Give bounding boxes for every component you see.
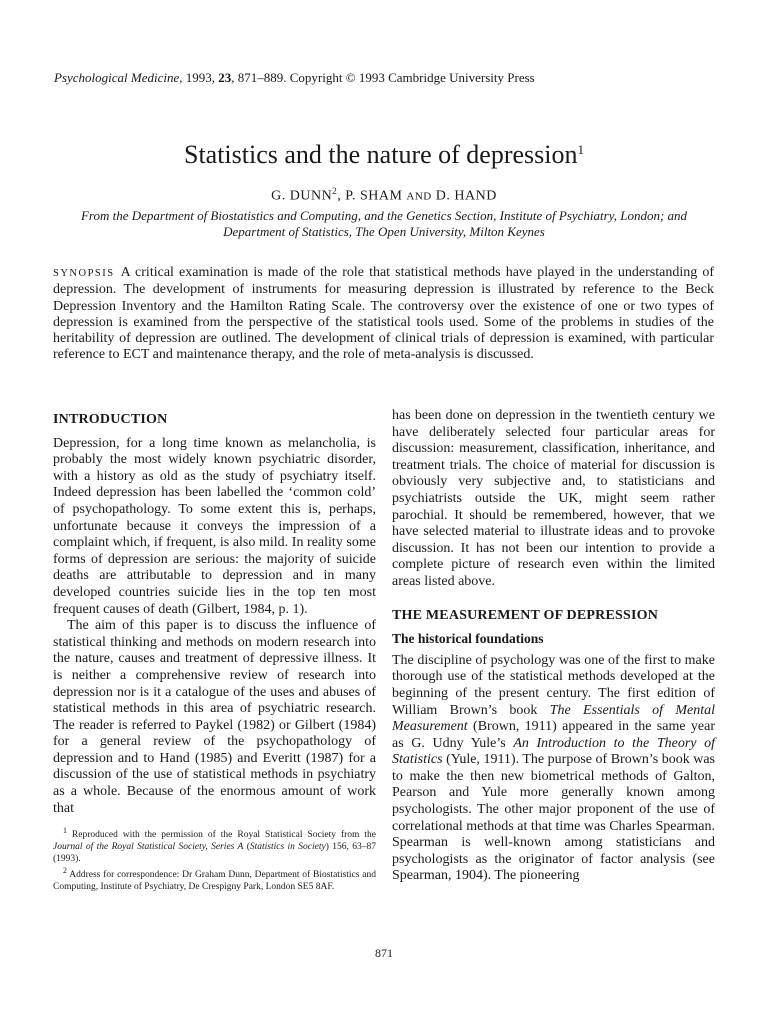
footnote-1-journal: Journal of the Royal Statistical Society, Series A xyxy=(53,842,244,852)
footnote-2 xyxy=(53,865,376,893)
measurement-text-b: (Brown, 1911) appeared in the same year as G. Udny Yule’s xyxy=(392,719,715,751)
footnote-1-mark: 1 xyxy=(63,826,67,836)
affiliation: From the Department of Biostatistics and Computing, and the Genetics Section, Institute of Psychiatry, London; and Department of Statistics, The Open University, Milton Keynes xyxy=(80,208,688,239)
journal-name: Psychological Medicine xyxy=(54,70,180,85)
left-column xyxy=(53,408,376,894)
book-title-brown: The Essentials of Mental Measurement xyxy=(392,702,715,735)
intro-paragraph-1: Depression, for a long time known as melancholia, is probably the most widely known psychiatric disorder, with a history as old as the study of psychiatry itself. Indeed depression has been labelled the ‘common cold’ of psychopathology. To some extent this is, perhaps, unfortunate because it conveys the impression of a complaint which, if frequent, is also mild. In reality some forms of depression are serious: the majority of suicide deaths are attributable to depression and in many developed countries suicide lies in the top ten most frequent causes of death (Gilbert, 1984, p. 1). xyxy=(53,435,376,617)
measurement-text-c: (Yule, 1911). The purpose of Brown’s book was to make the then new biometrical methods of Galton, Pearson and Yule more generally known among psychologists. The other major proponent of the use of correlational methods at that time was Charles Spearman. Spearman is well-known among statisticians and psychologists as the originator of factor analysis (see Spearman, 1904). The pioneering xyxy=(392,752,715,884)
footnote-2-text: Address for correspondence: Dr Graham Dunn, Department of Biostatistics and Computing, Institute of Psychiatry, De Crespigny Park, London SE5 8AF. xyxy=(53,870,376,892)
page-number: 871 xyxy=(375,946,393,960)
footnote-1-text-b: ( xyxy=(243,842,250,852)
header-pages-copyright: , 871–889. Copyright © 1993 Cambridge University Press xyxy=(231,70,535,85)
author-dunn: G. DUNN xyxy=(271,188,333,204)
measurement-text-a: The discipline of psychology was one of the first to make thorough use of the statistical methods developed at the beginning of the present century. The first edition of William Brown’s book xyxy=(392,652,715,718)
footnote-1-series: Statistics in Society xyxy=(249,842,326,852)
intro-paragraph-2: The aim of this paper is to discuss the influence of statistical thinking and methods on modern research into the nature, causes and treatment of depressive illness. It is neither a comprehensive review of research into depression nor is it a catalogue of the uses and abuses of statistical methods in this area of psychiatric research. The reader is referred to Paykel (1982) or Gilbert (1984) for a general review of the psychopathology of depression and to Hand (1985) and Everitt (1987) for a discussion of the use of statistical methods in psychiatry as a whole. Because of the enormous amount of work that xyxy=(53,618,376,816)
author-hand: D. HAND xyxy=(431,188,497,204)
synopsis xyxy=(53,265,714,364)
historical-foundations-subheading: The historical foundations xyxy=(392,631,544,647)
footnote-1 xyxy=(53,825,376,865)
right-column xyxy=(392,408,715,885)
footnote-1-text-c: ) 156, 63–87 (1993). xyxy=(53,842,376,864)
author-sham: , P. SHAM xyxy=(337,188,407,204)
introduction-heading: INTRODUCTION xyxy=(53,412,168,427)
author-footnote-mark[interactable]: 2 xyxy=(332,186,338,196)
synopsis-label: SYNOPSIS xyxy=(53,268,115,279)
book-title-yule: An Introduction to the Theory of Statistics xyxy=(392,735,715,768)
author-and: AND xyxy=(406,190,432,203)
measurement-heading: THE MEASUREMENT OF DEPRESSION xyxy=(392,607,659,623)
footnote-1-text-a: Reproduced with the permission of the Royal Statistical Society from the xyxy=(66,830,376,841)
header-year-text: , 1993, xyxy=(179,70,219,85)
title-footnote-mark[interactable]: 1 xyxy=(577,142,585,157)
measurement-paragraph-1 xyxy=(392,653,715,885)
title-text: Statistics and the nature of depression xyxy=(183,140,578,169)
paper-title xyxy=(0,140,768,170)
volume-number: 23 xyxy=(218,70,232,85)
footnote-2-mark: 2 xyxy=(63,866,67,876)
footnotes xyxy=(53,825,376,893)
synopsis-text: A critical examination is made of the role that statistical methods have played in the understanding of depression. The development of instruments for measuring depression is illustrated by reference to the Beck Depression Inventory and the Hamilton Rating Scale. The controversy over the existence of one or two types of depression is examined from the perspective of the statistical tools used. Some of the problems in studies of the heritability of depression are outlined. The development of clinical trials of depression is examined, with particular reference to ECT and maintenance therapy, and the role of meta-analysis is discussed. xyxy=(53,265,714,363)
journal-header xyxy=(54,70,535,86)
intro-paragraph-continued: has been done on depression in the twentieth century we have deliberately selected four particular areas for discussion: measurement, classification, inheritance, and treatment trials. The choice of material for discussion is obviously very subjective and, to statisticians and psychiatrists outside the UK, might seem rather parochial. It should be remembered, however, that we have selected material to illustrate ideas and to provoke discussion. It has not been our intention to provide a complete picture of research even within the limited areas listed above. xyxy=(392,408,715,589)
author-list xyxy=(0,186,768,205)
